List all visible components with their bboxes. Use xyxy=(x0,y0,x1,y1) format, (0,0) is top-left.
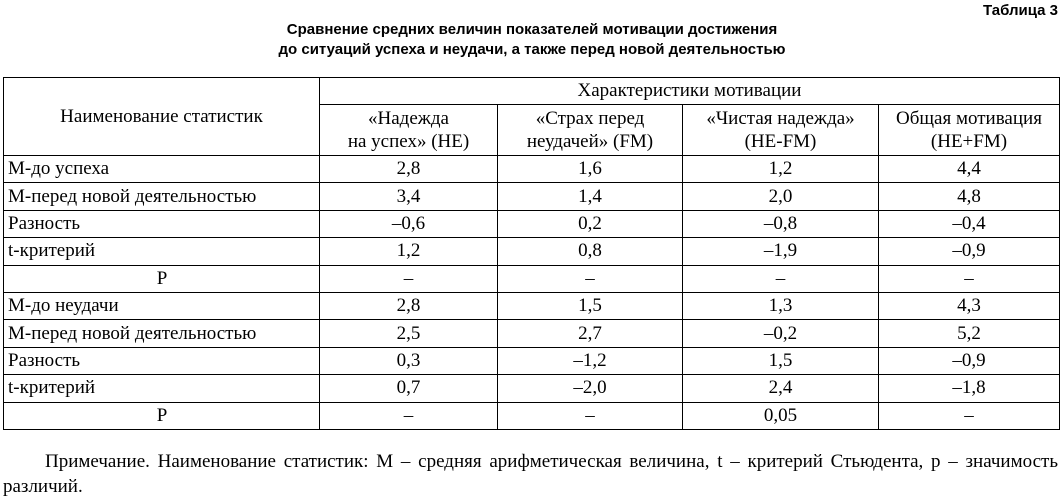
table-cell: 0,05 xyxy=(683,402,879,429)
table-note: Примечание. Наименование статистик: М – средняя арифметическая величина, t – критерий Стьюдента, p – значимость различий. xyxy=(3,451,1058,497)
table-cell: – xyxy=(498,265,683,292)
table-cell: 2,7 xyxy=(498,320,683,347)
header-col-line: на успех» (HE) xyxy=(347,131,470,152)
table-cell: 0,8 xyxy=(498,238,683,265)
row-label: М-перед новой деятельностью xyxy=(4,183,320,210)
header-col-line: (HE-FM) xyxy=(744,131,817,152)
header-col-he-fm xyxy=(683,105,879,156)
row-label: М-до неудачи xyxy=(4,292,320,319)
table-cell: 1,6 xyxy=(498,156,683,183)
table-cell: –0,6 xyxy=(320,210,498,237)
table-row xyxy=(4,402,1060,429)
table-cell: – xyxy=(320,402,498,429)
row-label: t-критерий xyxy=(4,375,320,402)
table-cell: 2,0 xyxy=(683,183,879,210)
table-cell: 1,4 xyxy=(498,183,683,210)
row-label: Разность xyxy=(4,347,320,374)
header-col-line: «Чистая надежда» xyxy=(706,108,855,129)
row-label: t-критерий xyxy=(4,238,320,265)
row-label: P xyxy=(4,402,320,429)
table-cell: –0,9 xyxy=(879,347,1060,374)
title-line-1: Сравнение средних величин показателей мотивации достижения xyxy=(286,21,778,38)
table-row xyxy=(4,210,1060,237)
table-cell: – xyxy=(683,265,879,292)
header-col-line: «Страх перед xyxy=(535,108,645,129)
header-col-line: (HE+FM) xyxy=(930,131,1008,152)
table-cell: 4,8 xyxy=(879,183,1060,210)
table-cell: 2,4 xyxy=(683,375,879,402)
table-number: Таблица 3 xyxy=(982,2,1058,19)
table-row xyxy=(4,156,1060,183)
header-col-line: «Надежда xyxy=(368,108,449,129)
row-label: М-перед новой деятельностью xyxy=(4,320,320,347)
header-col-fm xyxy=(498,105,683,156)
table-cell: –0,9 xyxy=(879,238,1060,265)
table-cell: 1,5 xyxy=(683,347,879,374)
row-label: М-до успеха xyxy=(4,156,320,183)
header-col-he xyxy=(320,105,498,156)
table-cell: –0,8 xyxy=(683,210,879,237)
table-cell: 3,4 xyxy=(320,183,498,210)
table-cell: –2,0 xyxy=(498,375,683,402)
table-cell: 1,5 xyxy=(498,292,683,319)
header-col-he-plus-fm xyxy=(879,105,1060,156)
row-label: Разность xyxy=(4,210,320,237)
table-cell: –1,9 xyxy=(683,238,879,265)
table-row xyxy=(4,347,1060,374)
table-row xyxy=(4,292,1060,319)
table-cell: 1,3 xyxy=(683,292,879,319)
table-row xyxy=(4,238,1060,265)
table-cell: –1,8 xyxy=(879,375,1060,402)
header-group: Характеристики мотивации xyxy=(320,78,1060,105)
header-stat-name: Наименование статистик xyxy=(4,78,320,156)
table-title xyxy=(0,20,1064,60)
table-cell: 4,4 xyxy=(879,156,1060,183)
table-row xyxy=(4,375,1060,402)
table-cell: 1,2 xyxy=(683,156,879,183)
table-row xyxy=(4,183,1060,210)
table-cell: 1,2 xyxy=(320,238,498,265)
row-label: P xyxy=(4,265,320,292)
header-col-line: Общая мотивация xyxy=(896,108,1042,129)
header-col-line: неудачей» (FM) xyxy=(526,131,654,152)
table-cell: 2,5 xyxy=(320,320,498,347)
table-cell: – xyxy=(879,402,1060,429)
table-cell: 0,2 xyxy=(498,210,683,237)
table-cell: –1,2 xyxy=(498,347,683,374)
table-cell: 4,3 xyxy=(879,292,1060,319)
table-cell: –0,4 xyxy=(879,210,1060,237)
table-row xyxy=(4,265,1060,292)
table-row xyxy=(4,320,1060,347)
table-cell: 0,7 xyxy=(320,375,498,402)
table-cell: 0,3 xyxy=(320,347,498,374)
table-cell: – xyxy=(498,402,683,429)
table-cell: 2,8 xyxy=(320,156,498,183)
title-line-2: до ситуаций успеха и неудачи, а также перед новой деятельностью xyxy=(278,41,786,58)
table-cell: – xyxy=(320,265,498,292)
table-cell: 2,8 xyxy=(320,292,498,319)
statistics-table xyxy=(3,77,1060,430)
table-cell: –0,2 xyxy=(683,320,879,347)
table-cell: 5,2 xyxy=(879,320,1060,347)
table-cell: – xyxy=(879,265,1060,292)
